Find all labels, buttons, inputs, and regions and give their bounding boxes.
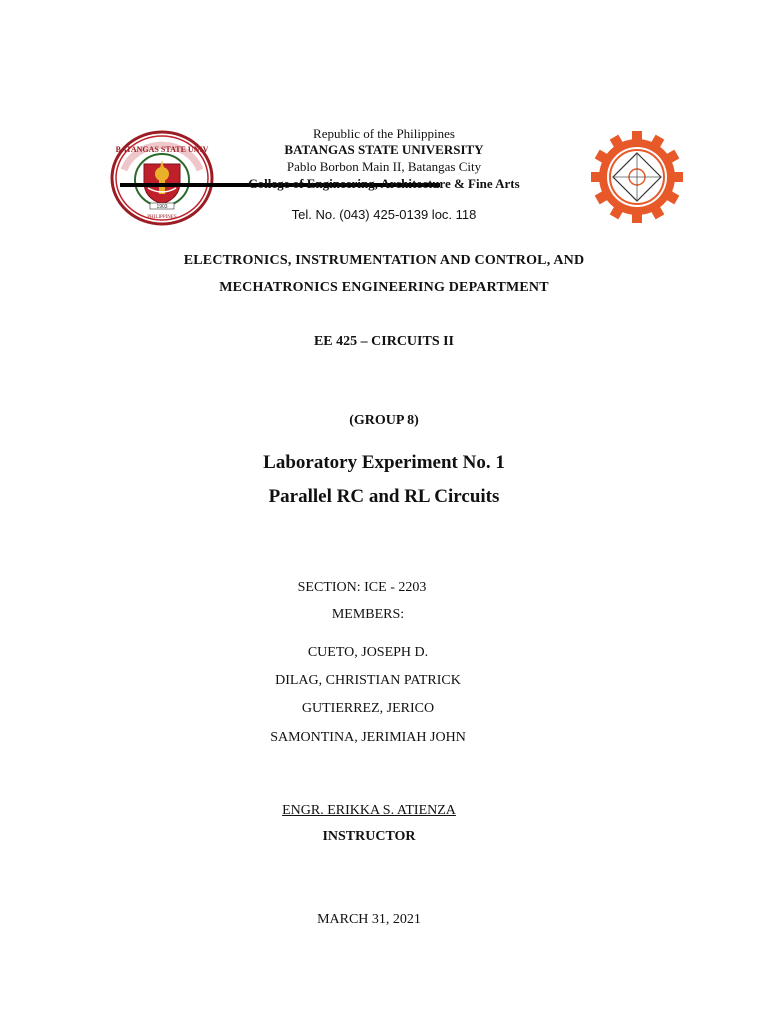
- instructor-name: ENGR. ERIKKA S. ATIENZA: [282, 803, 456, 818]
- header-tel: Tel. No. (043) 425-0139 loc. 118: [291, 207, 477, 222]
- member-name: DILAG, CHRISTIAN PATRICK: [275, 673, 461, 688]
- header-address: Pablo Borbon Main II, Batangas City: [286, 159, 482, 174]
- svg-text:BATANGAS STATE UNIV: BATANGAS STATE UNIV: [115, 145, 209, 154]
- svg-text:PHILIPPINES: PHILIPPINES: [147, 215, 177, 220]
- section-label: SECTION: ICE - 2203: [297, 580, 427, 595]
- member-name: SAMONTINA, JERIMIAH JOHN: [270, 730, 466, 745]
- header-university: BATANGAS STATE UNIVERSITY: [284, 142, 484, 157]
- report-date: MARCH 31, 2021: [317, 912, 421, 927]
- department-line2: MECHATRONICS ENGINEERING DEPARTMENT: [219, 280, 549, 295]
- member-name: CUETO, JOSEPH D.: [307, 645, 429, 660]
- group-label: (GROUP 8): [349, 413, 419, 428]
- member-name: GUTIERREZ, JERICO: [301, 701, 435, 716]
- instructor-role: INSTRUCTOR: [322, 829, 416, 844]
- svg-text:1903: 1903: [156, 204, 168, 210]
- experiment-number: Laboratory Experiment No. 1: [263, 452, 505, 473]
- course-title: EE 425 – CIRCUITS II: [313, 334, 455, 349]
- department-line1: ELECTRONICS, INSTRUMENTATION AND CONTROL, AND: [183, 253, 585, 268]
- experiment-title: Parallel RC and RL Circuits: [268, 486, 500, 507]
- header-republic: Republic of the Philippines: [313, 126, 455, 141]
- members-label: MEMBERS:: [331, 607, 405, 622]
- header-college: College of Engineering, Architecture & Fine Arts: [248, 176, 520, 191]
